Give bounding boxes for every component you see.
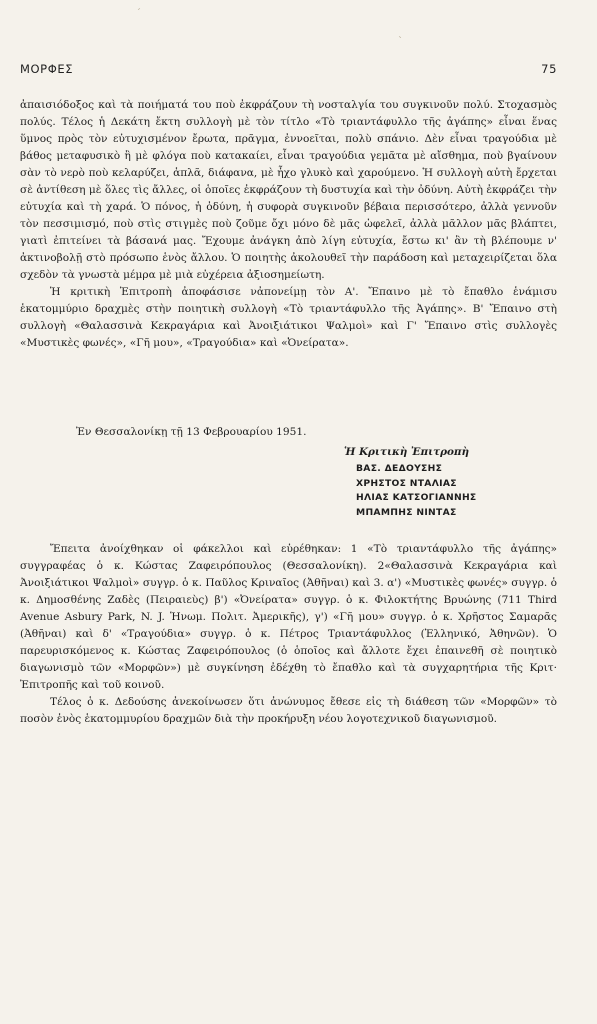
- paragraph: Ἔπειτα ἀνοίχθηκαν οἱ φάκελλοι καὶ εὑρέθηκαν: 1 «Τὸ τριαντάφυλλο τῆς ἀγάπης» συγγραφέας ὁ κ. Κώστας Ζαφειρόπουλος (Θεσσαλονίκη). 2«Θαλασσινὰ Κεκραγάρια καὶ Ἀνοιξιάτικοι Ψαλμοὶ» συγγρ. ὁ κ. Παῦλος Κριναῖος (Ἀθῆναι) καὶ 3. α') «Μυστικὲς φωνές» συγγρ. ὁ κ. Δημοσθένης Ζαδὲς (Πειραιεὺς) β') «Ὀνείρατα» συγγρ. ὁ κ. Φιλοκτήτης Βρυώνης (711 Third Avenue Asbury Park, N. J. Ἡνωμ. Πολιτ. Ἀμερικῆς), γ') «Γῆ μου» συγγρ. ὁ κ. Χρῆστος Σαμαρᾶς (Ἀθῆναι) καὶ δ' «Τραγούδια» συγγρ. ὁ κ. Πέτρος Τριαντάφυλλος (Ἑλληνικό, Ἀθηνῶν). Ὁ παρευρισκόμενος κ. Κώστας Ζαφειρόπουλος (ὁ ὁποῖος καὶ ἄλλοτε ἔχει ἐπαινεθῆ σὲ ποιητικὸ διαγωνισμὸ τῶν «Μορφῶν») μὲ συγκίνηση ἐδέχθη τὸ ἔπαθλο καὶ τὰ συγχαρητήρια τῆς Κριτ· Ἐπιτροπῆς καὶ τοῦ κοινοῦ.: [20, 543, 557, 691]
- paragraph: Τέλος ὁ κ. Δεδούσης ἀνεκοίνωσεν ὅτι ἀνώνυμος ἔθεσε εἰς τὴ διάθεση τῶν «Μορφῶν» τὸ ποσὸν ἑνὸς ἑκατομμυρίου δραχμῶν διὰ τὴν προκήρυξη νέου λογοτεχνικοῦ διαγωνισμοῦ.: [20, 696, 557, 725]
- committee-member: ΗΛΙΑΣ ΚΑΤΣΟΓΙΑΝΝΗΣ: [356, 492, 477, 503]
- page-number: 75: [541, 62, 557, 76]
- signature-block: [344, 446, 564, 520]
- article-body-bottom: [20, 541, 557, 728]
- paragraph: ἀπαισιόδοξος καὶ τὰ ποιήματά του ποὺ ἐκφράζουν τὴ νοσταλγία του συγκινοῦν πολύ. Στοχασμὸς πολύς. Τέλος ἡ Δεκάτη ἔκτη συλλογὴ μὲ τὸν τίτλο «Τὸ τριαντάφυλλο τῆς ἀγάπης» εἶναι ἕνας ὕμνος πρὸς τὸν εὐτυχισμένον ἔρωτα, πρᾶγμα, ἐννοεῖται, πολὺ σπάνιο. Δὲν εἶναι τραγούδια μὲ βάθος μεταφυσικὸ ἢ μὲ φλόγα ποὺ κατακαίει, εἶναι τραγούδια γεμᾶτα μὲ αἴσθημα, ποὺ βγαίνουν σὰν τὸ νερὸ ποὺ κελαρύζει, ἁπλᾶ, διάφανα, μὲ ἦχο γλυκὸ καὶ χαρούμενο. Ἡ συλλογὴ αὐτὴ ἔρχεται σὲ ἀντίθεση μὲ ὅλες τὶς ἄλλες, οἱ ὁποῖες ἐκφράζουν τὴ δυστυχία καὶ τὴν ὀδύνη. Αὐτὴ ἐκφράζει τὴν εὐτυχία καὶ τὴ χαρά. Ὁ πόνος, ἡ ὀδύνη, ἡ συφορὰ συγκινοῦν βέβαια περισσότερο, ἀλλὰ γεννοῦν τὸν πεσσιμισμό, ποὺ στὶς στιγμὲς ποὺ ζοῦμε ὄχι μόνο δὲ μᾶς ὠφελεῖ, ἀλλὰ μᾶλλον μᾶς βλάπτει, γιατὶ ἐπιτείνει τὰ βάσανά μας. Ἔχουμε ἀνάγκη ἀπὸ λίγη εὐτυχία, ἔστω κι' ἂν τὴ βλέπουμε ν' ἀκτινοβολῇ στὸ πρόσωπο ἑνὸς ἄλλου. Ὁ ποιητὴς ἀκολουθεῖ τὴν παράδοση καὶ μεταχειρίζεται ὅλα σχεδὸν τὰ γνωστὰ μέμρα μὲ μιὰ εὐχέρεια ἀξιοσημείωτη.: [20, 99, 557, 281]
- committee-title: Ἡ Κριτικὴ Ἐπιτροπὴ: [344, 446, 470, 458]
- committee-member: ΒΑΣ. ΔΕΔΟΥΣΗΣ: [356, 463, 443, 474]
- committee-member: ΜΠΑΜΠΗΣ ΝΙΝΤΑΣ: [356, 506, 457, 518]
- running-title: ΜΟΡΦΕΣ: [20, 62, 74, 76]
- date-line: Ἐν Θεσσαλονίκῃ τῇ 13 Φεβρουαρίου 1951.: [76, 426, 307, 438]
- ink-speck: ˋ: [398, 36, 403, 47]
- committee-member: ΧΡΗΣΤΟΣ ΝΤΑΛΙΑΣ: [356, 477, 457, 489]
- article-body-top: [20, 97, 557, 352]
- paragraph: Ἡ κριτικὴ Ἐπιτροπὴ ἀποφάσισε νἀπονείμῃ τὸν Α'. Ἔπαινο μὲ τὸ ἔπαθλο ἑνάμισυ ἑκατομμύριο δραχμὲς στὴν ποιητικὴ συλλογὴ «Τὸ τριαντάφυλλο τῆς Ἀγάπης». Β' Ἔπαινο στὴ συλλογὴ «Θαλασσινὰ Κεκραγάρια καὶ Ἀνοιξιάτικοι Ψαλμοὶ» καὶ Γ' Ἔπαινο στὶς συλλογὲς «Μυστικὲς φωνές», «Γῆ μου», «Τραγούδια» καὶ «Ὀνείρατα».: [20, 286, 557, 349]
- page-header: [20, 62, 557, 78]
- ink-speck: ˊ: [136, 8, 141, 19]
